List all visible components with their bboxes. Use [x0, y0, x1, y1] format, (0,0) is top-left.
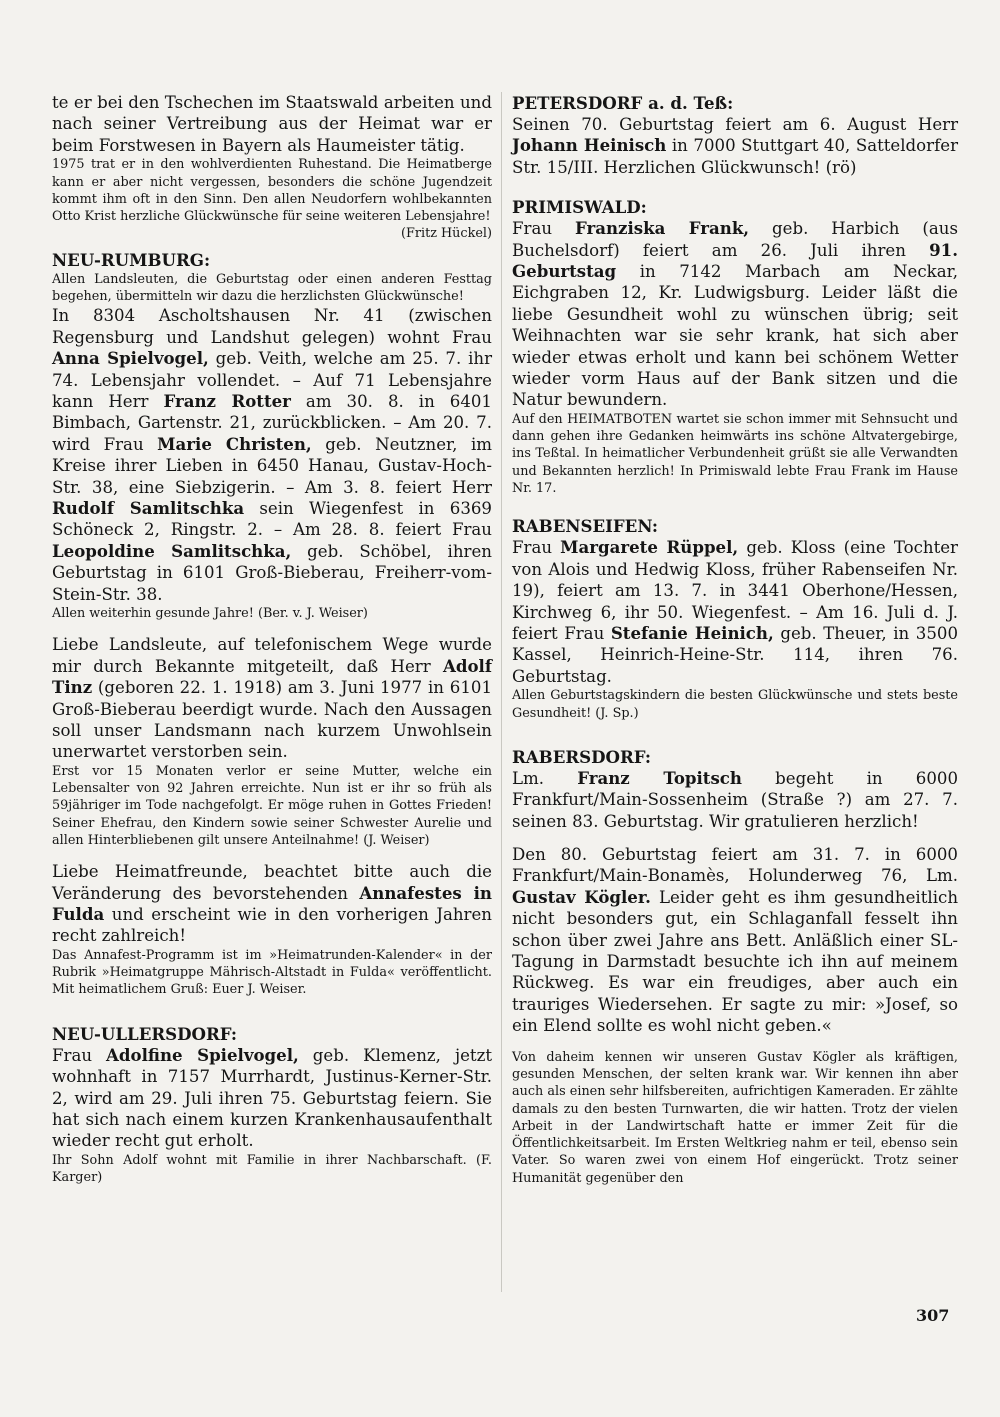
- left-column: [52, 92, 492, 1186]
- text-run: Frau: [512, 538, 561, 558]
- text-run: geb. Kloss (eine Tochter von Alois und Hedwig Kloss, früher Rabenseifen Nr. 19), feiert am 13. 7. in 3441 Oberhone/Hessen, Kirchweg 6, ihr 50. Wiegenfest. – Am 16. Juli d. J. feiert Frau: [512, 538, 958, 643]
- text-run: Frau: [52, 1045, 107, 1065]
- person-name: Adolf Tinz: [52, 655, 492, 698]
- section-heading-rabersdorf: RABERSDORF:: [512, 746, 652, 767]
- text-run: begeht in 6000 Frankfurt/Main-Sossenheim (Straße ?) am 27. 7. seinen 83. Geburtstag. Wir gratulieren herzlich!: [512, 768, 959, 831]
- neu-rumburg-intro: Allen Landsleuten, die Geburtstag oder einen anderen Festtag begehen, übermitteln wir dazu die herzlichsten Glückwünsche!: [52, 271, 492, 304]
- article-continuation-small: 1975 trat er in den wohlverdienten Ruhestand. Die Heimatberge kann er aber nicht vergessen, besonders die schöne Jugendzeit kommt ihm oft in den Sinn. Den allen Neudorfern wohlbekannten Otto Krist herzliche Glückwünsche für seine weiteren Lebensjahre!: [52, 157, 492, 225]
- obituary-details: Erst vor 15 Monaten verlor er seine Mutter, welche ein Lebensalter von 92 Jahren erreichte. Nun ist er ihr so früh als 59jähriger im Tode nachgefolgt. Er möge ruhen in Gottes Frieden! Seiner Ehefrau, den Kindern sowie seiner Schwester Aurelie und allen Hinterbliebenen gilt unsere Anteilnahme! (J. Weiser): [52, 763, 492, 848]
- neu-ullersdorf-note: Ihr Sohn Adolf wohnt mit Familie in ihrer Nachbarschaft. (F. Karger): [52, 1152, 492, 1186]
- text-run: sein Wiegenfest in 6369 Schöneck 2, Ringstr. 2. – Am 28. 8. feiert Frau: [52, 498, 492, 540]
- text-run: Seinen 70. Geburtstag feiert am 6. August Herr: [512, 115, 958, 134]
- person-name: Stefanie Heinich,: [610, 622, 774, 643]
- text-run: geb. Schöbel, ihren Geburtstag in 6101 Groß-Bieberau, Freiherr-vom-Stein-Str. 38.: [52, 541, 492, 604]
- text-run: geb. Theuer, in 3500 Kassel, Heinrich-Heine-Str. 114, ihren 76. Geburtstag.: [512, 623, 959, 686]
- section-heading-neu-rumburg: NEU-RUMBURG:: [52, 249, 211, 270]
- page-number: 307: [916, 1306, 950, 1325]
- section-heading-primiswald: PRIMISWALD:: [512, 197, 647, 218]
- person-name: Margarete Rüppel,: [560, 537, 739, 558]
- annafest-notice: [52, 861, 492, 947]
- person-name: Franziska Frank,: [574, 218, 750, 239]
- primiswald-note: Auf den HEIMATBOTEN wartet sie schon immer mit Sehnsucht und dann gehen ihre Gedanken heimwärts ins schöne Altvatergebirge, ins Teßtal. In heimatlicher Verbundenheit grüßt sie alle Verwandten und Bekannten herzlich! In Primiswald lebte Frau Frank im Hause Nr. 17.: [512, 411, 958, 497]
- petersdorf-birthday: [512, 114, 958, 178]
- birthday-highlight: 91. Geburtstag: [512, 239, 958, 282]
- text-run: Leider geht es ihm gesundheitlich nicht besonders gut, ein Schlaganfall fesselt ihn schon über zwei Jahre ans Bett. Anläßlich einer SL-Tagung in Darmstadt besuchte ich ihn auf meinem Rückweg. Es war ein freudiges, aber auch ein trauriges Wiedersehen. Er sagte zu mir: »Josef, so ein Elend sollte es wohl nicht geben.«: [512, 887, 958, 1036]
- text-run: In 8304 Ascholtshausen Nr. 41 (zwischen Regensburg und Landshut gelegen) wohnt Frau: [52, 306, 492, 347]
- person-name: Marie Christen,: [157, 433, 312, 454]
- person-name: Gustav Kögler.: [512, 886, 651, 907]
- text-run: Frau: [512, 219, 575, 239]
- text-run: geb. Klemenz, jetzt wohnhaft in 7157 Murrhardt, Justinus-Kerner-Str. 2, wird am 29. Juli ihren 75. Geburtstag feiern. Sie hat sich nach einem kurzen Krankenhausaufenthalt wieder recht gut erholt.: [52, 1045, 492, 1151]
- text-run: geb. Veith, welche am 25. 7. ihr 74. Lebensjahr vollendet. – Auf 71 Lebensjahre kann Herr: [52, 349, 492, 411]
- person-name: Rudolf Samlitschka: [52, 497, 245, 518]
- person-name: Franz Topitsch: [577, 767, 742, 788]
- text-run: am 30. 8. in 6401 Bimbach, Gartenstr. 21, zurückblicken. – Am 20. 7. wird Frau: [52, 391, 492, 454]
- primiswald-birthday: [512, 218, 958, 411]
- obituary-paragraph: [52, 634, 492, 762]
- person-name: Leopoldine Samlitschka,: [52, 540, 292, 561]
- person-name: Johann Heinisch: [512, 135, 667, 156]
- section-heading-neu-ullersdorf: NEU-ULLERSDORF:: [52, 1023, 238, 1044]
- text-run: (geboren 22. 1. 1918) am 3. Juni 1977 in 6101 Groß-Bieberau beerdigt wurde. Nach den Aussagen soll unser Landsmann nach kurzem Unwohlsein unerwartet verstorben sein.: [52, 678, 492, 762]
- person-name: Adolfine Spielvogel,: [106, 1044, 299, 1065]
- person-name: Anna Spielvogel,: [52, 348, 209, 369]
- person-name: Franz Rotter: [163, 390, 291, 411]
- neu-rumburg-birthdays: [52, 305, 492, 605]
- text-run: in 7000 Stuttgart 40, Satteldorfer Str. 15/III. Herzlichen Glückwunsch! (rö): [512, 136, 958, 177]
- text-run: geb. Harbich (aus Buchelsdorf) feiert am 26. Juli ihren: [512, 219, 958, 260]
- rabersdorf-tribute: Von daheim kennen wir unseren Gustav Kögler als kräftigen, gesunden Menschen, der selten krank war. Wir kennen ihn aber auch als einen sehr hilfsbereiten, aufrichtigen Kameraden. Er zählte damals zu den besten Turnwarten, die wir hatten. Trotz der vielen Arbeit in der Landwirtschaft hatte er immer Zeit für die Öffentlichkeitsarbeit. Im Ersten Weltkrieg nahm er teil, ebenso sein Vater. So waren zwei von einem Hof eingerückt. Trotz seiner Humanität gegenüber den: [512, 1049, 958, 1186]
- text-run: und erscheint wie in den vorherigen Jahren recht zahlreich!: [52, 905, 492, 946]
- article-continuation: te er bei den Tschechen im Staatswald arbeiten und nach seiner Vertreibung aus der Heimat war er beim Forstwesen in Bayern als Haumeister tätig.: [52, 93, 492, 155]
- column-divider: [501, 92, 502, 1292]
- event-name: Annafestes in Fulda: [52, 882, 492, 925]
- section-heading-petersdorf: PETERSDORF a. d. Teß:: [512, 93, 734, 113]
- right-column: [512, 92, 958, 1187]
- rabersdorf-birthday-1: [512, 768, 958, 832]
- text-run: in 7142 Marbach am Neckar, Eichgraben 12, Kr. Ludwigsburg. Leider läßt die liebe Gesundheit wohl zu wünschen übrig; seit Weihnachten war sie sehr krank, hat sich aber wieder etwas erholt und kann bei schönem Wetter wieder vorm Haus auf der Bank sitzen und die Natur bewundern.: [512, 262, 958, 410]
- text-run: Den 80. Geburtstag feiert am 31. 7. in 6000 Frankfurt/Main-Bonamès, Holunderweg 76, Lm.: [512, 845, 958, 886]
- section-heading-rabenseifen: RABENSEIFEN:: [512, 516, 659, 537]
- rabenseifen-birthdays: [512, 537, 958, 687]
- text-run: Liebe Heimatfreunde, beachtet bitte auch die Veränderung des bevorstehenden: [52, 862, 492, 903]
- text-run: Liebe Landsleute, auf telefonischem Wege wurde mir durch Bekannte mitgeteilt, daß Herr: [52, 635, 492, 676]
- neu-rumburg-closing: Allen weiterhin gesunde Jahre! (Ber. v. J. Weiser): [52, 605, 368, 621]
- text-run: geb. Neutzner, im Kreise ihrer Lieben in 6450 Hanau, Gustav-Hoch-Str. 38, eine Siebzigerin. – Am 3. 8. feiert Herr: [52, 434, 492, 497]
- author-signature: (Fritz Hückel): [400, 226, 492, 242]
- rabersdorf-birthday-2: [512, 844, 958, 1037]
- neu-ullersdorf-birthday: [52, 1045, 492, 1152]
- text-run: Lm.: [512, 768, 578, 788]
- annafest-program-note: Das Annafest-Programm ist im »Heimatrunden-Kalender« in der Rubrik »Heimatgruppe Mährisch-Altstadt in Fulda« veröffentlicht. Mit heimatlichem Gruß: Euer J. Weiser.: [52, 947, 492, 998]
- rabenseifen-closing: Allen Geburtstagskindern die besten Glückwünsche und stets beste Gesundheit! (J. Sp.): [512, 688, 958, 721]
